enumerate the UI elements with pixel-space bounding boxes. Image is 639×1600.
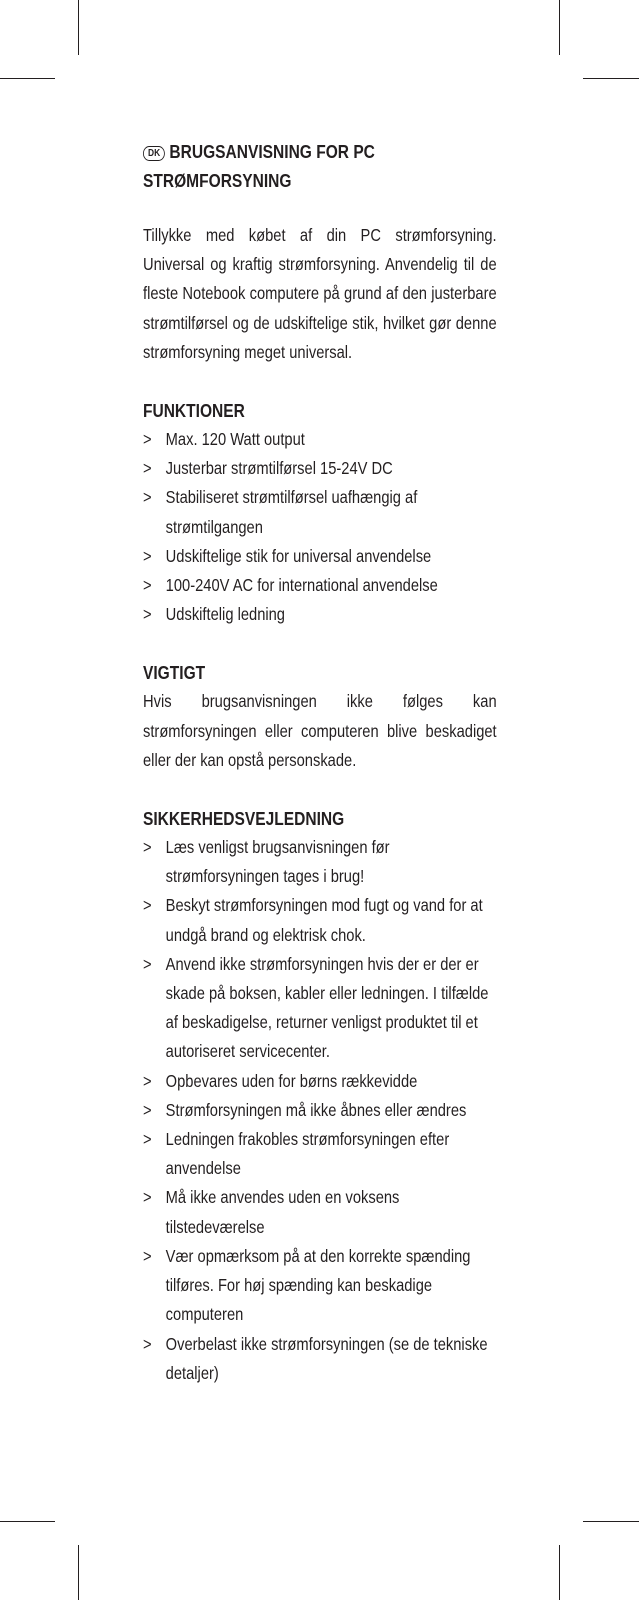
list-item: > Strømforsyningen må ikke åbnes eller ændres bbox=[143, 1096, 497, 1125]
bullet-marker: > bbox=[143, 1070, 152, 1091]
important-heading: VIGTIGT bbox=[143, 662, 206, 684]
list-item: > Vær opmærksom på at den korrekte spænding tilføres. For høj spænding kan beskadige computeren bbox=[143, 1242, 497, 1330]
bullet-marker: > bbox=[143, 1129, 152, 1150]
safety-section bbox=[143, 804, 497, 1388]
crop-mark-bottom-right-horizontal bbox=[583, 1521, 639, 1522]
bullet-marker: > bbox=[143, 575, 152, 596]
list-item: > Må ikke anvendes uden en voksens tilstedeværelse bbox=[143, 1183, 497, 1241]
list-item: > Stabiliseret strømtilførsel uafhængig af strømtilgangen bbox=[143, 483, 497, 541]
crop-mark-top-left-horizontal bbox=[0, 78, 55, 79]
bullet-marker: > bbox=[143, 837, 152, 858]
manual-page bbox=[143, 137, 497, 1388]
crop-mark-bottom-left-vertical bbox=[78, 1545, 79, 1600]
bullet-marker: > bbox=[143, 429, 152, 450]
list-item: > Beskyt strømforsyningen mod fugt og vand for at undgå brand og elektrisk chok. bbox=[143, 891, 497, 949]
document-title bbox=[143, 137, 497, 195]
safety-heading: SIKKERHEDSVEJLEDNING bbox=[143, 808, 345, 830]
bullet-marker: > bbox=[143, 545, 152, 566]
list-item: > Anvend ikke strømforsyningen hvis der er der er skade på boksen, kabler eller ledningen. I tilfælde af beskadigelse, returner venligst produktet til et autoriseret servicecenter. bbox=[143, 950, 497, 1067]
intro-paragraph: Tillykke med købet af din PC strømforsyning. Universal og kraftig strømforsyning. Anvendelig til de fleste Notebook computere på grund af den justerbare strømtilførsel og de udskiftelige stik, hvilket gør denne strømforsyning meget universal. bbox=[143, 225, 497, 362]
functions-list bbox=[143, 425, 497, 629]
list-item: > Læs venligst brugsanvisningen før strømforsyningen tages i brug! bbox=[143, 833, 497, 891]
bullet-marker: > bbox=[143, 604, 152, 625]
crop-mark-top-right-horizontal bbox=[583, 78, 639, 79]
list-item: > Udskiftelige stik for universal anvendelse bbox=[143, 542, 497, 571]
crop-mark-bottom-left-horizontal bbox=[0, 1521, 55, 1522]
safety-list bbox=[143, 833, 497, 1388]
bullet-marker: > bbox=[143, 1187, 152, 1208]
bullet-marker: > bbox=[143, 1245, 152, 1266]
country-badge: DK bbox=[143, 146, 165, 161]
bullet-marker: > bbox=[143, 895, 152, 916]
crop-mark-top-right-vertical bbox=[559, 0, 560, 55]
list-item: > Udskiftelig ledning bbox=[143, 600, 497, 629]
list-item: > Max. 120 Watt output bbox=[143, 425, 497, 454]
bullet-marker: > bbox=[143, 458, 152, 479]
important-section bbox=[143, 658, 497, 775]
bullet-marker: > bbox=[143, 487, 152, 508]
list-item: > Opbevares uden for børns rækkevidde bbox=[143, 1067, 497, 1096]
bullet-marker: > bbox=[143, 1333, 152, 1354]
title-line-2: STRØMFORSYNING bbox=[143, 170, 292, 191]
list-item: > 100-240V AC for international anvendelse bbox=[143, 571, 497, 600]
list-item: > Ledningen frakobles strømforsyningen efter anvendelse bbox=[143, 1125, 497, 1183]
bullet-marker: > bbox=[143, 1099, 152, 1120]
list-item: > Overbelast ikke strømforsyningen (se de tekniske detaljer) bbox=[143, 1330, 497, 1388]
important-text: Hvis brugsanvisningen ikke følges kan strømforsyningen eller computeren blive beskadiget eller der kan opstå personskade. bbox=[143, 691, 497, 770]
crop-mark-bottom-right-vertical bbox=[559, 1545, 560, 1600]
list-item: > Justerbar strømtilførsel 15-24V DC bbox=[143, 454, 497, 483]
functions-section bbox=[143, 396, 497, 629]
functions-heading: FUNKTIONER bbox=[143, 400, 245, 422]
bullet-marker: > bbox=[143, 953, 152, 974]
title-line-1: BRUGSANVISNING FOR PC bbox=[169, 141, 375, 162]
crop-mark-top-left-vertical bbox=[78, 0, 79, 55]
